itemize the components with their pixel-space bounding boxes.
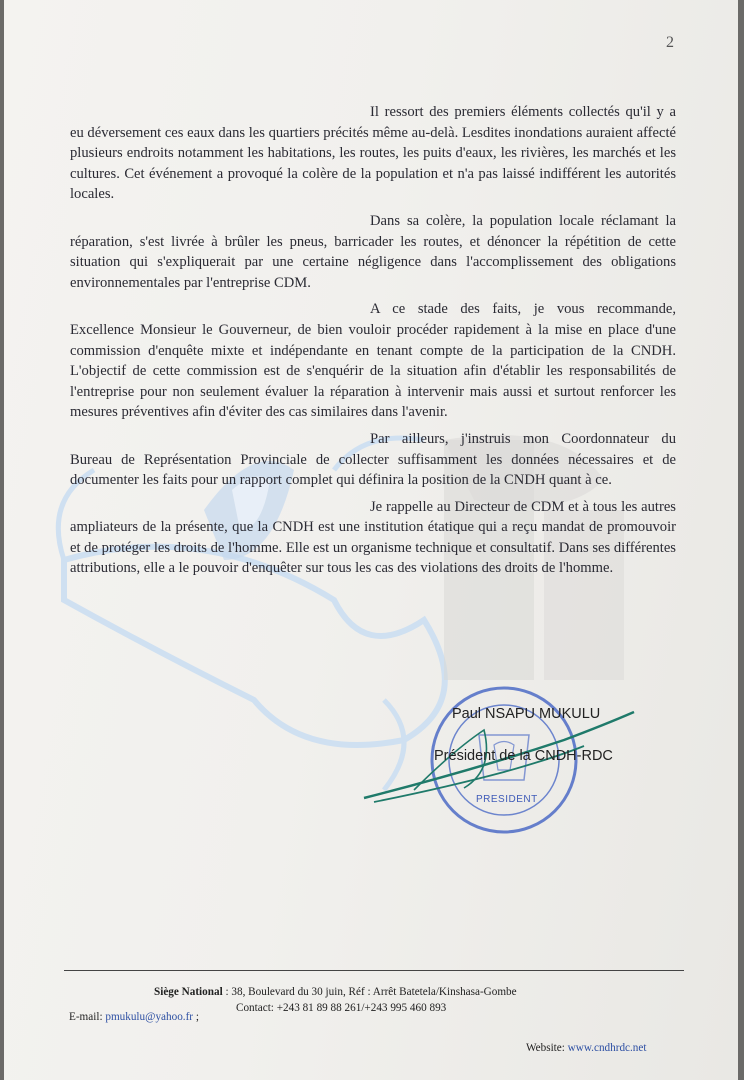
signatory-title: Président de la CNDH-RDC <box>434 748 613 764</box>
email-suffix: ; <box>193 1011 199 1023</box>
paragraph-2: Dans sa colère, la population locale réclamant la réparation, s'est livrée à brûler les pneus, barricader les routes, et dénoncer la répétition de cette situation qui s'expliquerait par une certaine négligence dans l'accomplissement des obligations environnementales par l'entreprise CDM. <box>70 212 676 291</box>
paragraph-5: Je rappelle au Directeur de CDM et à tous les autres ampliateurs de la présente, que la CNDH est une institution étatique qui a reçu mandat de promouvoir et de protéger les droits de l'homme. Elle est un organisme technique et consultatif. Dans ses différentes attributions, elle a le pouvoir d'enquêter sur tous les cas des violations des droits de l'homme. <box>70 498 676 577</box>
website-label: Website: <box>526 1042 568 1054</box>
siege-label: Siège National <box>154 986 223 998</box>
letter-body <box>70 102 676 585</box>
email-link[interactable]: pmukulu@yahoo.fr <box>105 1011 194 1023</box>
siege-address: : 38, Boulevard du 30 juin, Réf : Arrêt Batetela/Kinshasa-Gombe <box>222 986 517 998</box>
footer-contact: Contact: +243 81 89 88 261/+243 995 460 893 <box>236 1002 447 1014</box>
website-link[interactable]: www.cndhrdc.net <box>567 1042 647 1054</box>
paragraph-1: Il ressort des premiers éléments collectés qu'il y a eu déversement ces eaux dans les quartiers précités même au-delà. Lesdites inondations auraient affecté plusieurs endroits notamment les habitations, les routes, les puits d'eaux, les rivières, les marchés et les cultures. Cet événement a provoqué la colère de la population et n'a pas laissé indifférent les autorités locales. <box>70 104 676 203</box>
paragraph-4: Par ailleurs, j'instruis mon Coordonnateur du Bureau de Représentation Provinciale de collecter suffisamment les données nécessaires et de documenter les faits pour un rapport complet qui définira la position de la CNDH quant à ce. <box>70 430 676 489</box>
footer-address <box>154 986 517 998</box>
email-label: E-mail: <box>69 1011 106 1023</box>
page-number: 2 <box>666 34 674 51</box>
letterhead-footer <box>64 970 684 1054</box>
signatory-name: Paul NSAPU MUKULU <box>452 706 601 722</box>
footer-email <box>69 1011 199 1023</box>
document-page <box>4 0 738 1080</box>
seal-label: PRESIDENT <box>476 794 538 805</box>
footer-website <box>526 1042 646 1054</box>
signature-block <box>354 680 654 850</box>
paragraph-3: A ce stade des faits, je vous recommande, Excellence Monsieur le Gouverneur, de bien vouloir procéder rapidement à la mise en place d'une commission d'enquête mixte et indépendante en tenant compte de la participation de la CNDH. L'objectif de cette commission est de s'enquérir de la situation afin d'établir les responsabilités de l'entreprise pour non seulement évaluer la réparation à intervenir mais aussi et surtout renforcer les mesures préventives afin d'éviter des cas similaires dans l'avenir. <box>70 301 676 421</box>
